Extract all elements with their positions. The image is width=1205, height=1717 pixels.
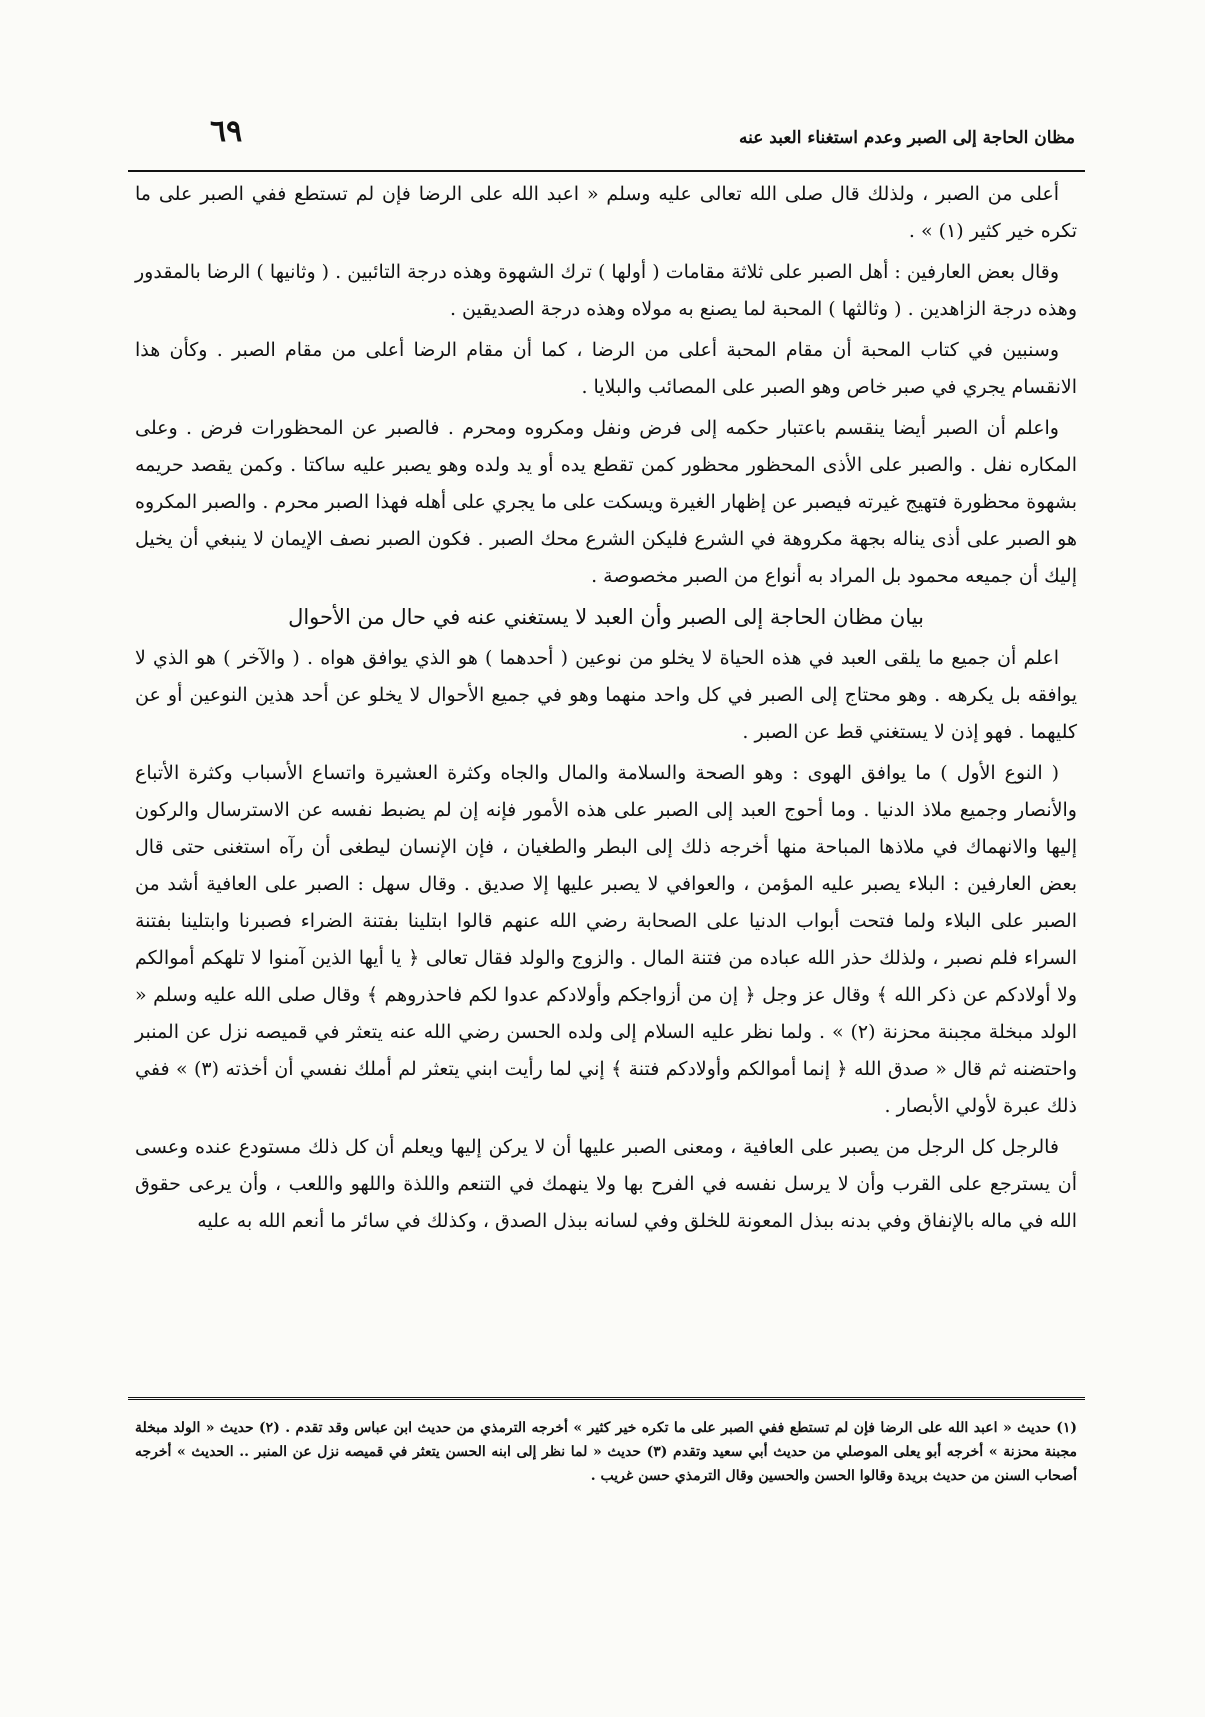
paragraph: فالرجل كل الرجل من يصبر على العافية ، ومعنى الصبر عليها أن لا يركن إليها ويعلم أن كل ذلك مستودع عنده وعسى أن يسترجع على القرب وأن لا يرسل نفسه في الفرح بها ولا ينهمك في التنعم واللذة واللهو واللعب ، وأن يرعى حقوق الله في ماله بالإنفاق وفي بدنه ببذل المعونة للخلق وفي لسانه ببذل الصدق ، وكذلك في سائر ما أنعم الله به عليه xyxy=(135,1136,1077,1232)
header-rule xyxy=(128,170,1085,172)
page-number: ٦٩ xyxy=(210,114,243,149)
footnote-rule xyxy=(128,1397,1085,1400)
page-header xyxy=(150,114,1075,158)
footnote-text: (١) حديث « اعبد الله على الرضا فإن لم تستطع ففي الصبر على ما تكره خير كثير » أخرجه الترمذي من حديث ابن عباس وقد تقدم . (٢) حديث « الولد مبخلة مجبنة محزنة » أخرجه أبو يعلى الموصلي من حديث أبي سعيد وتقدم (٣) حديث « لما نظر إلى ابنه الحسن يتعثر في قميصه نزل عن المنبر .. الحديث » أخرجه أصحاب السنن من حديث بريدة وقالوا الحسن والحسين وقال الترمذي حسن غريب . xyxy=(135,1420,1078,1484)
footnotes xyxy=(135,1416,1077,1488)
paragraph: وسنبين في كتاب المحبة أن مقام المحبة أعلى من الرضا ، كما أن مقام الرضا أعلى من مقام الصبر . وكأن هذا الانقسام يجري في صبر خاص وهو الصبر على المصائب والبلايا . xyxy=(135,339,1077,398)
running-title: مظان الحاجة إلى الصبر وعدم استغناء العبد عنه xyxy=(739,128,1075,148)
paragraph: اعلم أن جميع ما يلقى العبد في هذه الحياة لا يخلو من نوعين ( أحدهما ) هو الذي يوافق هواه . ( والآخر ) هو الذي لا يوافقه بل يكرهه . وهو محتاج إلى الصبر في كل واحد منهما وهو في جميع الأحوال لا يخلو عن أحد هذين النوعين أو عن كليهما . فهو إذن لا يستغني قط عن الصبر . xyxy=(135,647,1077,743)
paragraph: أعلى من الصبر ، ولذلك قال صلى الله تعالى عليه وسلم « اعبد الله على الرضا فإن لم تستطع ففي الصبر على ما تكره خير كثير (١) » . xyxy=(135,183,1077,242)
paragraph: ( النوع الأول ) ما يوافق الهوى : وهو الصحة والسلامة والمال والجاه وكثرة العشيرة واتساع الأسباب وكثرة الأتباع والأنصار وجميع ملاذ الدنيا . وما أحوج العبد إلى الصبر على هذه الأمور فإنه إن لم يضبط نفسه عن الاسترسال والركون إليها والانهماك في ملاذها المباحة منها أخرجه ذلك إلى البطر والطغيان ، فإن الإنسان ليطغى أن رآه استغنى حتى قال بعض العارفين : البلاء يصبر عليه المؤمن ، والعوافي لا يصبر عليها إلا صديق . وقال سهل : الصبر على العافية أشد من الصبر على البلاء ولما فتحت أبواب الدنيا على الصحابة رضي الله عنهم قالوا ابتلينا بفتنة الضراء فصبرنا وابتلينا بفتنة السراء فلم نصبر ، ولذلك حذر الله عباده من فتنة المال . والزوج والولد فقال تعالى ﴿ يا أيها الذين آمنوا لا تلهكم أموالكم ولا أولادكم عن ذكر الله ﴾ وقال عز وجل ﴿ إن من أزواجكم وأولادكم عدوا لكم فاحذروهم ﴾ وقال صلى الله عليه وسلم « الولد مبخلة مجبنة محزنة (٢) » . ولما نظر عليه السلام إلى ولده الحسن رضي الله عنه يتعثر في قميصه نزل عن المنبر واحتضنه ثم قال « صدق الله ﴿ إنما أموالكم وأولادكم فتنة ﴾ إني لما رأيت ابني يتعثر لم أملك نفسي أن أخذته (٣) » ففي ذلك عبرة لأولي الأبصار . xyxy=(135,762,1077,1117)
section-title: بيان مظان الحاجة إلى الصبر وأن العبد لا يستغني عنه في حال من الأحوال xyxy=(288,605,924,629)
main-text xyxy=(135,176,1077,1244)
paragraph: واعلم أن الصبر أيضا ينقسم باعتبار حكمه إلى فرض ونفل ومكروه ومحرم . فالصبر عن المحظورات فرض . وعلى المكاره نفل . والصبر على الأذى المحظور محظور كمن تقطع يده أو يد ولده وهو يصبر عليه ساكتا . وكمن يقصد حريمه بشهوة محظورة فتهيج غيرته فيصبر عن إظهار الغيرة ويسكت على ما يجري على أهله فهذا الصبر محرم . والصبر المكروه هو الصبر على أذى يناله بجهة مكروهة في الشرع فليكن الشرع محك الصبر . فكون الصبر نصف الإيمان لا ينبغي أن يخيل إليك أن جميعه محمود بل المراد به أنواع من الصبر مخصوصة . xyxy=(135,417,1077,587)
paragraph: وقال بعض العارفين : أهل الصبر على ثلاثة مقامات ( أولها ) ترك الشهوة وهذه درجة التائبين . ( وثانيها ) الرضا بالمقدور وهذه درجة الزاهدين . ( وثالثها ) المحبة لما يصنع به مولاه وهذه درجة الصديقين . xyxy=(135,261,1077,320)
